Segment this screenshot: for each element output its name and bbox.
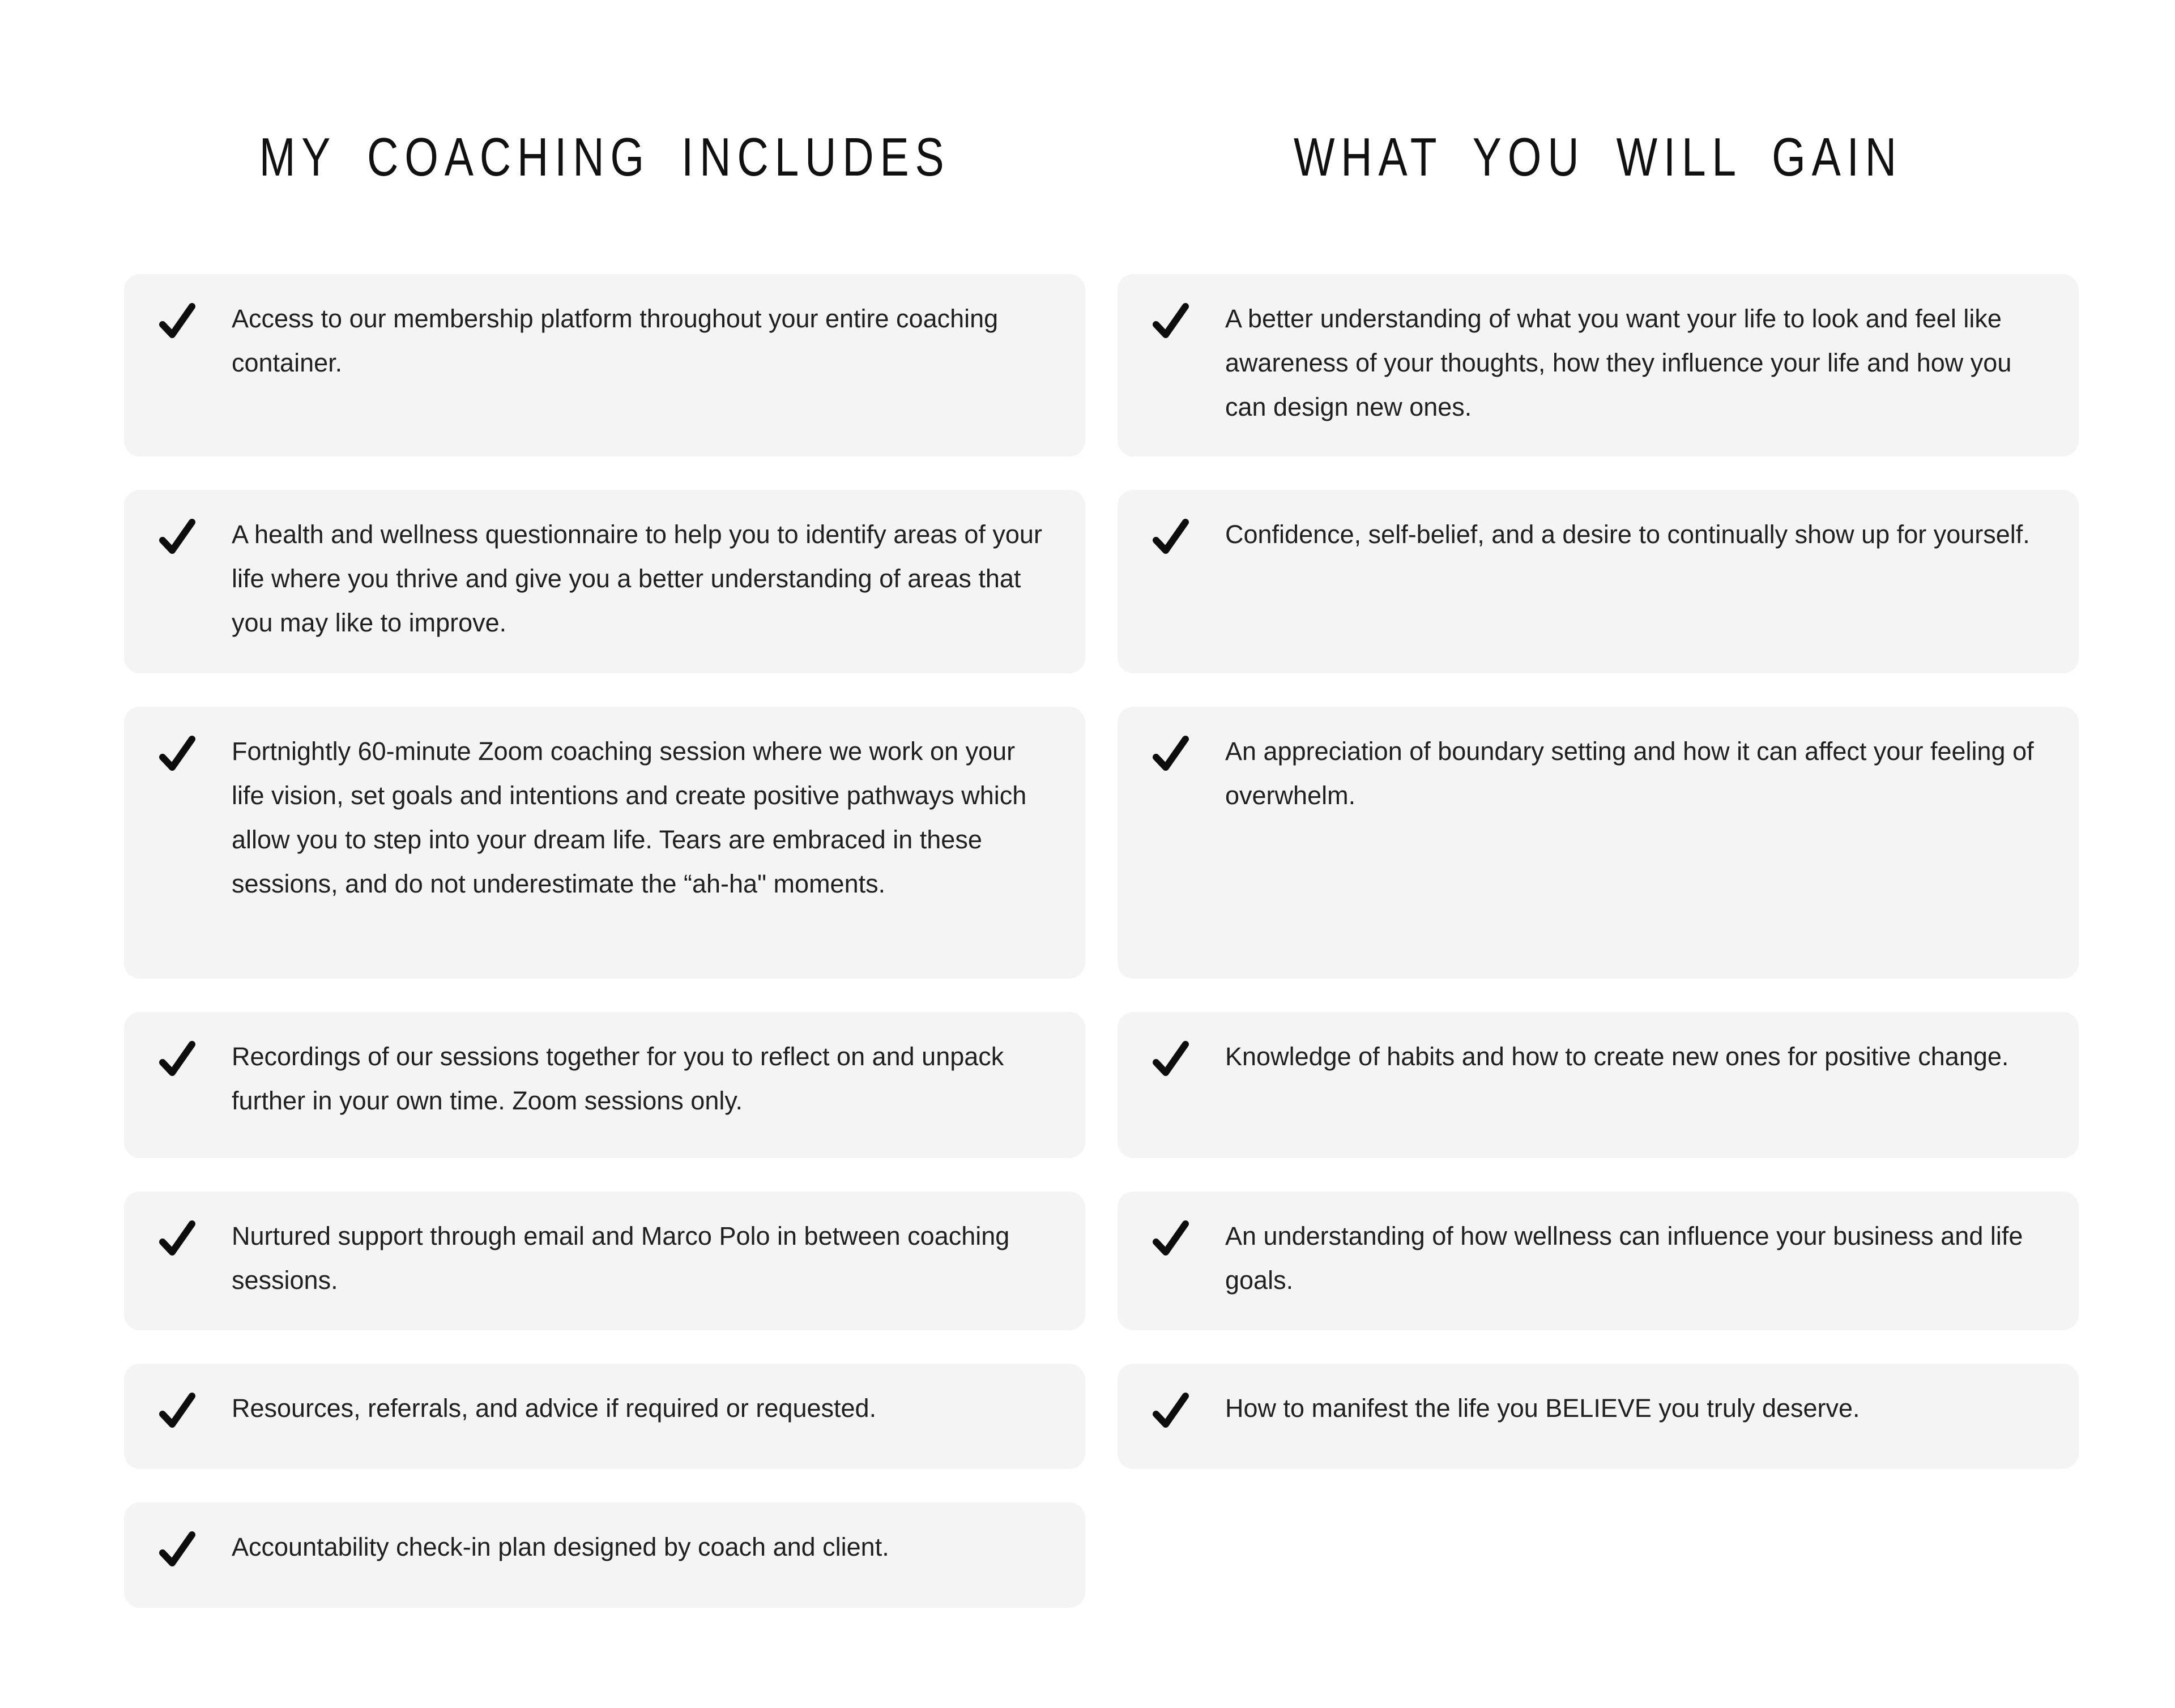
column-headers: [124, 127, 2079, 187]
checkmark-icon: [157, 516, 198, 557]
coaching-includes-item-2: [124, 490, 1085, 673]
checklist-item-text: Fortnightly 60-minute Zoom coaching session where we work on your life vision, set goals and intentions and create positive pathways which allow you to step into your dream life. Tears are embraced in these sessions, and do not underestimate the “ah-ha" moments.: [232, 737, 1027, 898]
checklist-item-text: A health and wellness questionnaire to help you to identify areas of your life where you thrive and give you a better understanding of areas that you may like to improve.: [232, 520, 1042, 637]
checkmark-icon: [1150, 733, 1191, 774]
checkmark-icon: [1150, 1038, 1191, 1079]
coaching-includes-item-4: [124, 1012, 1085, 1158]
you-will-gain-item-3: [1118, 707, 2079, 979]
checklist-item-text: How to manifest the life you BELIEVE you truly deserve.: [1225, 1394, 1860, 1423]
you-will-gain-item-6: [1118, 1364, 2079, 1469]
you-will-gain-item-1: [1118, 274, 2079, 456]
checklist-item-text: An appreciation of boundary setting and how it can affect your feeling of overwhelm.: [1225, 737, 2034, 810]
coaching-includes-item-3: [124, 707, 1085, 979]
checklist-item-text: Resources, referrals, and advice if required or requested.: [232, 1394, 877, 1423]
you-will-gain-item-4: [1118, 1012, 2079, 1158]
coaching-includes-item-5: [124, 1192, 1085, 1330]
checklist-item-text: Access to our membership platform throughout your entire coaching container.: [232, 304, 999, 377]
checkmark-icon: [157, 1038, 198, 1079]
checklist-item-text: Knowledge of habits and how to create new ones for positive change.: [1225, 1042, 2009, 1071]
checkmark-icon: [1150, 516, 1191, 557]
checklist-grid: [124, 274, 2079, 1608]
checklist-item-text: Accountability check-in plan designed by coach and client.: [232, 1532, 889, 1561]
checkmark-icon: [1150, 1390, 1191, 1431]
coaching-includes-item-1: [124, 274, 1085, 456]
checkmark-icon: [157, 1218, 198, 1258]
left-column-title: MY COACHING INCLUDES: [259, 127, 950, 187]
checklist-item-text: Recordings of our sessions together for you to reflect on and unpack further in your own time. Zoom sessions only.: [232, 1042, 1004, 1115]
checkmark-icon: [1150, 1218, 1191, 1258]
checklist-item-text: An understanding of how wellness can influence your business and life goals.: [1225, 1222, 2023, 1295]
checkmark-icon: [157, 733, 198, 774]
checkmark-icon: [1150, 300, 1191, 341]
checkmark-icon: [157, 300, 198, 341]
coaching-includes-item-7: [124, 1502, 1085, 1608]
checklist-item-text: Confidence, self-belief, and a desire to continually show up for yourself.: [1225, 520, 2030, 549]
checkmark-icon: [157, 1390, 198, 1431]
right-column-title: WHAT YOU WILL GAIN: [1294, 127, 1903, 187]
checklist-item-text: Nurtured support through email and Marco Polo in between coaching sessions.: [232, 1222, 1010, 1295]
you-will-gain-item-2: [1118, 490, 2079, 673]
checkmark-icon: [157, 1528, 198, 1569]
checklist-item-text: A better understanding of what you want your life to look and feel like awareness of your thoughts, how they influence your life and how you can design new ones.: [1225, 304, 2012, 421]
coaching-includes-item-6: [124, 1364, 1085, 1469]
you-will-gain-item-5: [1118, 1192, 2079, 1330]
